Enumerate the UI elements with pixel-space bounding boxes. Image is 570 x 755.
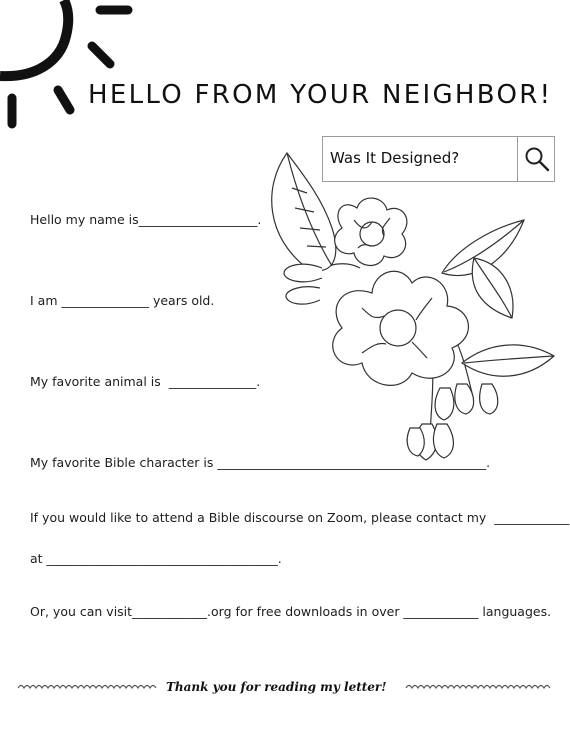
footer-divider-right [404,678,552,698]
visit-line: Or, you can visit____________.org for free downloads in over ____________ languages. [30,604,552,619]
contact-line: If you would like to attend a Bible discourse on Zoom, please contact my ____________ [30,510,570,525]
name-line: Hello my name is___________________. [30,212,262,227]
page-title: HELLO FROM YOUR NEIGHBOR! [88,80,553,110]
sun-icon [0,0,140,135]
animal-line: My favorite animal is ______________. [30,374,261,389]
at-line: at _____________________________________. [30,551,282,566]
bible-character-line: My favorite Bible character is ___________________________________________. [30,455,491,470]
search-label: Was It Designed? [330,149,460,167]
flower-illustration [262,148,562,466]
footer [0,678,570,702]
footer-divider-left [16,678,161,698]
age-line: I am ______________ years old. [30,293,215,308]
thanks-text: Thank you for reading my letter! [166,680,387,694]
